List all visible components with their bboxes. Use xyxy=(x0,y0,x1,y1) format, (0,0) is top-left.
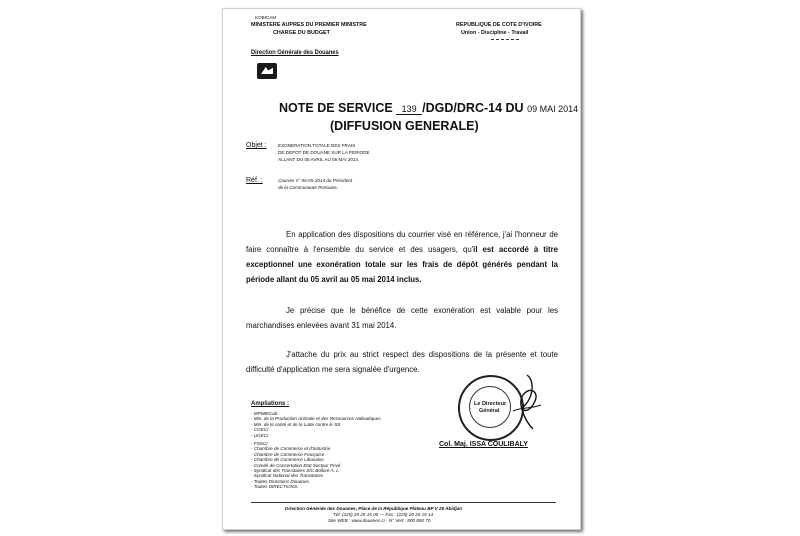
footer-phone: Tél: (225) 20 25 15 00 — Fax : (225) 20 25 15 14 xyxy=(333,512,434,517)
ampliation-item: - Comité de Concertation Etat Secteur Privé xyxy=(251,462,341,468)
handwritten-signature xyxy=(505,371,545,433)
footer-address: Direction Générale des Douanes, Place de la République Plateau BP V 25 Abidjan xyxy=(285,506,463,511)
ampliation-item: - Toutes DIRECTIONS. xyxy=(251,484,299,490)
ampliation-item: - CGECI xyxy=(251,427,269,433)
objet-label: Objet : xyxy=(246,142,267,149)
note-title xyxy=(279,101,578,115)
ampliation-item: - Syndicat National des Transitaires xyxy=(251,473,324,479)
ref-line1: Courrier n° 06-05-2014 du Président xyxy=(278,178,353,183)
ampliation-item: - Min. de la santé et de la Lutte contre le SS xyxy=(251,421,341,427)
ampliation-item: - Chambre de Commerce et d'Industrie xyxy=(251,446,331,452)
note-number: 139 xyxy=(396,104,422,115)
ampliation-item: - Toutes Directions Douanes. xyxy=(251,478,311,484)
objet-line2: DE DEPOT DE DOUANE SUR LA PERIODE xyxy=(278,150,370,155)
ampliations-title: Ampliations : xyxy=(251,401,290,407)
footer-website: Site WEB : www.douanes.ci - N° Vert : 800 800 70 xyxy=(328,518,431,523)
ampliation-item: - Syndicat des Transitaires S/C Bolloré A. L. xyxy=(251,468,341,474)
objet-line1: EXONERATION TOTALE DES FRAIS xyxy=(278,143,356,148)
objet-line3: ALLANT DU 05 AVRIL AU 05 MAI 2014. xyxy=(278,157,360,162)
ampliations-list xyxy=(251,411,382,490)
body-paragraph-3: J'attache du prix au strict respect des dispositions de la présente et toute difficulté d'application me sera signalée d'urgence. xyxy=(246,350,558,374)
customs-logo xyxy=(257,63,277,79)
stamp-title-line1: Le Directeur xyxy=(474,401,507,407)
direction-name: Direction Générale des Douanes xyxy=(251,49,339,56)
ministry-line1: MINISTERE AUPRES DU PREMIER MINISTRE xyxy=(251,22,367,28)
note-subtitle: (DIFFUSION GENERALE) xyxy=(330,119,479,133)
ampliation-item: - Chambre de Commerce Libanaise xyxy=(251,457,324,463)
ampliation-item: - MPMB/Cab. xyxy=(251,411,279,416)
body-paragraph-2: Je précise que le bénéfice de cette exonération est valable pour les marchandises enlevées avant 31 mai 2014. xyxy=(246,306,558,330)
body-paragraph-1-text: En application des dispositions du courrier visé en référence, j'ai l'honneur de faire connaître à l'ensemble du service et des usagers, qu' xyxy=(246,230,558,254)
note-title-prefix: NOTE DE SERVICE xyxy=(279,101,393,115)
body-paragraph-1-bold: il est accordé à titre exceptionnel une exonération totale sur les frais de dépôt générés pendant la période allant du 05 avril au 05 mai 2014 inclus. xyxy=(246,245,558,284)
ampliation-item: - UGECI xyxy=(251,432,269,438)
ampliation-item: - FNSCI xyxy=(251,441,268,447)
body-paragraph-1 xyxy=(246,227,558,287)
signatory-name: Col. Maj. ISSA COULIBALY xyxy=(439,441,528,448)
footer-divider xyxy=(251,502,556,503)
motto-divider xyxy=(491,39,519,40)
stamp-title-line2: Général xyxy=(479,408,500,414)
document-page xyxy=(222,8,581,530)
republic-motto: Union - Discipline - Travail xyxy=(461,30,529,36)
ministry-code: KOBICAM xyxy=(255,15,277,20)
note-title-mid: /DGD/DRC-14 DU xyxy=(422,101,524,115)
ampliation-item: - Min. de la Production Animale et des Ressources Halieutiques, xyxy=(251,416,382,422)
ref-label: Réf. : xyxy=(246,177,263,184)
ministry-line2: CHARGE DU BUDGET xyxy=(273,30,330,36)
ampliation-item: - Chambre de Commerce Française xyxy=(251,451,325,457)
republic-name: REPUBLIQUE DE COTE D'IVOIRE xyxy=(456,22,542,28)
note-date: 09 MAI 2014 xyxy=(527,104,579,114)
ref-line2: de la Communauté Portuaire. xyxy=(278,185,339,190)
